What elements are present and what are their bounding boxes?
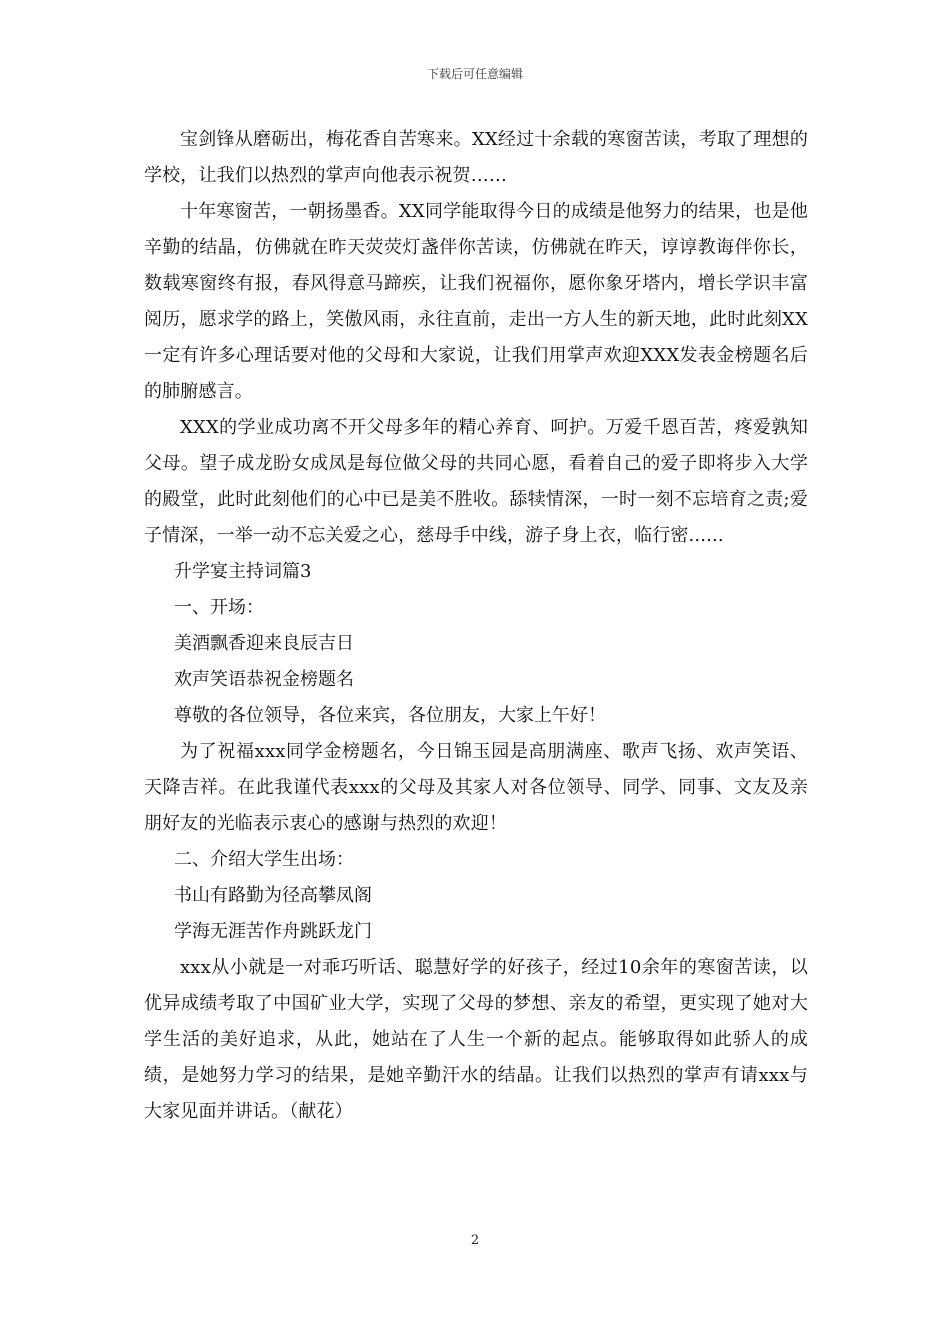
paragraph-congratulation: 宝剑锋从磨砺出，梅花香自苦寒来。XX经过十余载的寒窗苦读，考取了理想的学校，让我们以热烈的掌声向他表示祝贺…… [144,129,808,186]
section-title: 升学宴主持词篇3 [174,561,312,582]
document-body [144,122,808,1130]
section-heading-opening: 一、开场： [174,597,264,618]
couplet-line: 美酒飘香迎来良辰吉日 [174,633,354,654]
paragraph-parents: XXX的学业成功离不开父母多年的精心养育、呵护。万爱千恩百苦，疼爱孰知父母。望子成龙盼女成凤是每位做父母的共同心愿，看着自己的爱子即将步入大学的殿堂，此时此刻他们的心中已是美不胜收。舔犊情深，一时一刻不忘培育之责;爱子情深，一举一动不忘关爱之心，慈母手中线，游子身上衣，临行密...... [144,417,808,546]
paragraph-student-introduction: xxx从小就是一对乖巧听话、聪慧好学的好孩子，经过10余年的寒窗苦读，以优异成绩考取了中国矿业大学，实现了父母的梦想、亲友的希望，更实现了她对大学生活的美好追求，从此，她站在了人生一个新的起点。能够取得如此骄人的成绩，是她努力学习的结果，是她辛勤汗水的结晶。让我们以热烈的掌声有请xxx与大家见面并讲话。（献花） [144,957,808,1122]
paragraph-ten-years: 十年寒窗苦，一朝扬墨香。XX同学能取得今日的成绩是他努力的结果，也是他辛勤的结晶，仿佛就在昨天荧荧灯盏伴你苦读，仿佛就在昨天，谆谆教诲伴你长，数载寒窗终有报，春风得意马蹄疾，让我们祝福你，愿你象牙塔内，增长学识丰富阅历，愿求学的路上，笑傲风雨，永往直前，走出一方人生的新天地，此时此刻XX一定有许多心理话要对他的父母和大家说，让我们用掌声欢迎XXX发表金榜题名后的肺腑感言。 [144,201,808,402]
section-heading-introduction: 二、介绍大学生出场： [174,849,354,870]
page-number: 2 [470,1233,480,1248]
page-header: 下载后可任意编辑 [426,67,523,81]
greeting-line: 尊敬的各位领导，各位来宾，各位朋友，大家上午好！ [174,705,606,726]
couplet-line: 学海无涯苦作舟跳跃龙门 [174,921,372,942]
paragraph-welcome: 为了祝福xxx同学金榜题名，今日锦玉园是高朋满座、歌声飞扬、欢声笑语、天降吉祥。在此我谨代表xxx的父母及其家人对各位领导、同学、同事、文友及亲朋好友的光临表示衷心的感谢与热烈的欢迎！ [144,741,808,834]
couplet-line: 书山有路勤为径高攀凤阁 [174,885,372,906]
couplet-line: 欢声笑语恭祝金榜题名 [174,669,354,690]
